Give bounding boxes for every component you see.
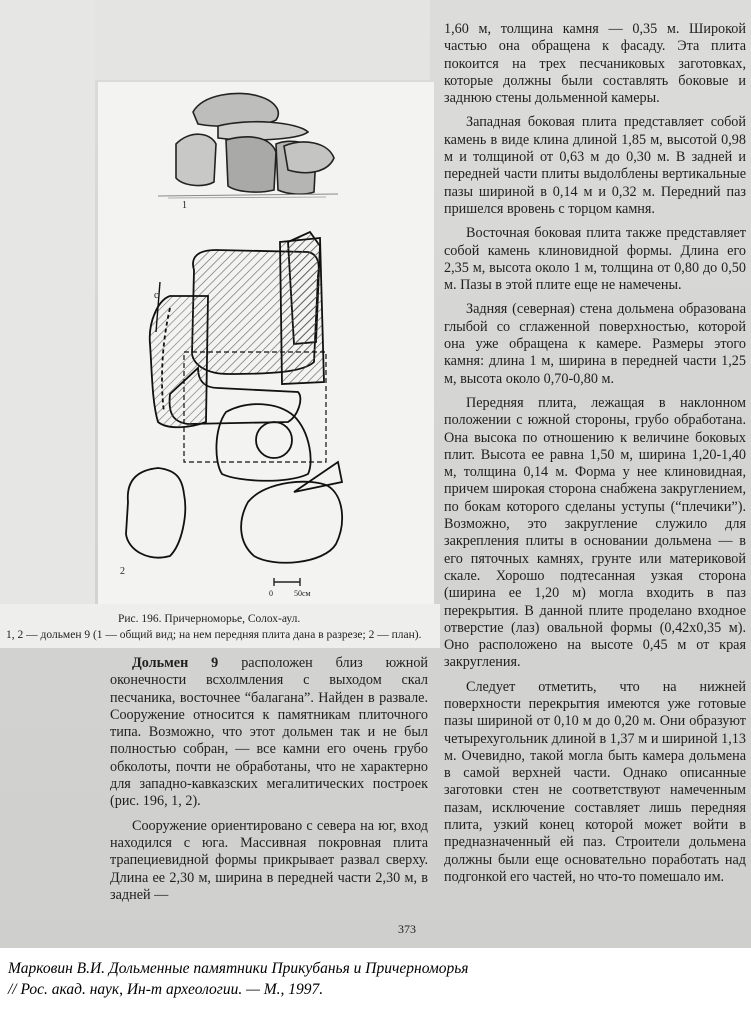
citation-footer xyxy=(8,958,748,1000)
dolmen-plan xyxy=(126,232,342,563)
scale-bar xyxy=(274,578,300,586)
figure-caption-legend: 1, 2 — дольмен 9 (1 — общий вид; на нем передняя плита дана в разрезе; 2 — план). xyxy=(6,629,422,641)
paragraph: Восточная боковая плита также представляет собой камень клиновидной формы. Длина его 2,35 м, высота около 1 м, толщина от 0,80 до 0,50 м. Пазы в этой плите еще не намечены. xyxy=(444,225,746,294)
paragraph xyxy=(110,655,428,811)
page-number: 373 xyxy=(398,922,416,936)
paragraph: Передняя плита, лежащая в наклонном положении с южной стороны, грубо обработана. Она высока по отношению к величине боковых плит. Высота ее равна 1,50 м, ширина 1,20-1,40 м, толщина 0,14 м. Форма у нее клиновидная, причем широкая сторона снабжена закруглением, по бокам которого сделаны уступы (“плечики”). Возможно, это закругление служило для закрепления плиты в основании дольмена — в его пяточных камнях, грунте или материковой скале. Хорошо подтесанная узкая сторона (ширина ее 1,20 м) могла входить в паз перекрытия. В данной плите проделано входное отверстие (лаз) овальной формы (0,42х0,35 м). Оно расположено на высоте 0,45 м от края закругления. xyxy=(444,394,746,671)
figure-196 xyxy=(98,82,434,604)
page-margin xyxy=(0,0,95,605)
citation-line-1: Марковин В.И. Дольменные памятники Прикубанья и Причерноморья xyxy=(8,960,469,977)
paragraph-text: расположен близ южной оконечности всхолмления с выходом скал песчаника, восточнее “балагана”. Найден в развале. Сооружение относится к памятникам плиточного типа. Возможно, что этот дольмен так и не был полностью собран, — все камни его очень грубо обколоты, почти не обработаны, что не характерно для западно-кавказских мегалитических построек (рис. 196, 1, 2). xyxy=(110,655,429,810)
north-label: с xyxy=(154,290,159,301)
scale-50cm: 50см xyxy=(294,589,311,598)
paragraph: 1,60 м, толщина камня — 0,35 м. Широкой частью она обращена к фасаду. Эта плита покоится на трех песчаниковых заготовках, которые должны были составлять боковые и заднюю стены дольменной камеры. xyxy=(444,21,746,107)
paragraph: Задняя (северная) стена дольмена образована глыбой со сглаженной поверхностью, которой она уже обращена к камере. Размеры этого камня: длина 1 м, ширина в передней части 1,25 м, высота около 0,70-0,80 м. xyxy=(444,301,746,387)
dolmen-drawing xyxy=(98,82,434,604)
paragraph: Западная боковая плита представляет собой камень в виде клина длиной 1,85 м, высотой 0,98 м и толщиной от 0,63 м до 0,30 м. В задней и передней части плиты выдолблены вертикальные пазы шириной в 0,14 м и 0,32 м. Передний паз пришелся вровень с торцом камня. xyxy=(444,114,746,217)
citation-line-2: // Рос. акад. наук, Ин-т археологии. — М., 1997. xyxy=(8,981,324,998)
paragraph: Сооружение ориентировано с севера на юг, вход находился с юга. Массивная покровная плита трапециевидной формы прикрывает развал сверху. Длина ее 2,30 м, ширина в передней части 2,30 м, в задней — xyxy=(110,817,428,903)
dolmen-general-view xyxy=(158,93,338,198)
figure-caption-title: Рис. 196. Причерноморье, Солох-аул. xyxy=(118,613,301,625)
figure-label-1: 1 xyxy=(182,200,187,211)
scale-zero: 0 xyxy=(269,589,273,598)
right-column xyxy=(444,21,746,886)
paragraph: Следует отметить, что на нижней поверхности перекрытия имеются уже готовые пазы шириной от 0,10 м до 0,20 м. Они образуют четырехугольник длиной в 1,37 м и шириной 1,13 м. Очевидно, такой могла быть камера дольмена в самой верхней части. Однако описанные заготовки стен не соответствуют намеченным пазам, исключение составляет лишь передняя плита, узкий конец которой может войти в предназначенный ей паз. Строители дольмена должны были еще основательно поработать над подгонкой его частей, но что-то помешало им. xyxy=(444,678,746,885)
section-heading: Дольмен 9 xyxy=(132,655,219,671)
left-column xyxy=(110,655,428,904)
page-top-margin xyxy=(95,0,430,80)
figure-label-2: 2 xyxy=(120,566,125,577)
